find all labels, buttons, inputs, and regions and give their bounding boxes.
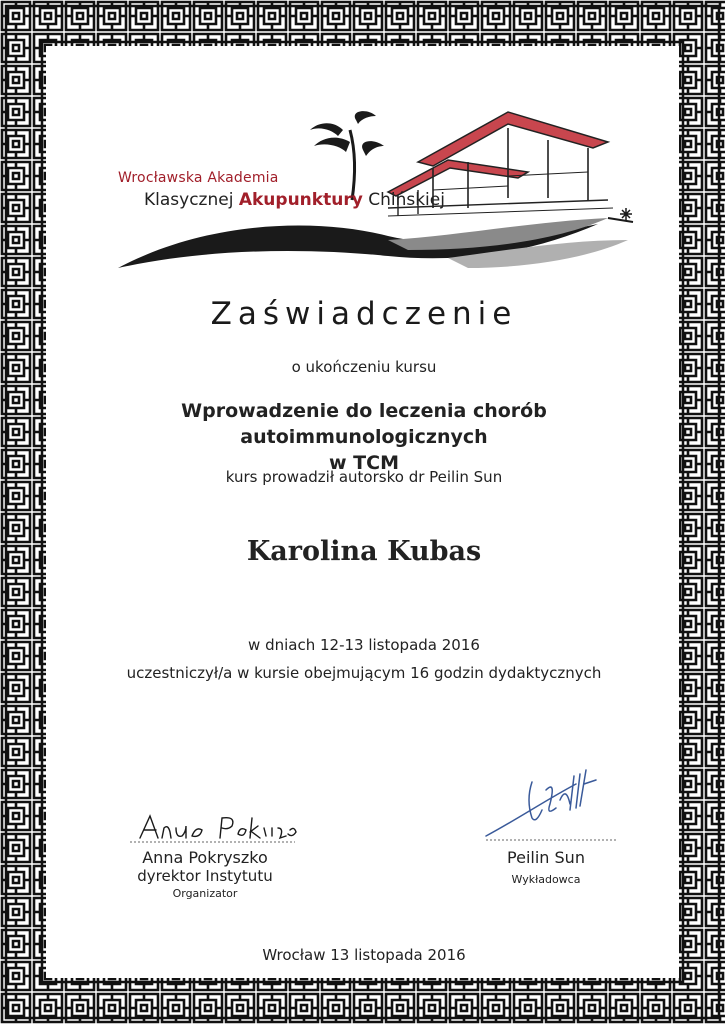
course-name-line1: Wprowadzenie do leczenia chorób autoimmunologicznych — [181, 400, 547, 448]
logo-text-end: Chińskiej — [362, 190, 445, 210]
logo-text-accent: Akupunktury — [238, 190, 363, 210]
organizer-role: dyrektor Instytutu — [137, 867, 273, 885]
handwritten-signature-left — [80, 810, 330, 844]
logo-text-line1: Wrocławska Akademia — [118, 170, 279, 186]
instructor-line: kurs prowadził autorsko dr Peilin Sun — [225, 468, 503, 486]
participation-statement: uczestniczył/a w kursie obejmującym 16 godzin dydaktycznych — [126, 664, 602, 682]
place-and-date: Wrocław 13 listopada 2016 — [262, 946, 466, 964]
logo-text-start: Klasycznej — [144, 190, 239, 210]
course-name — [58, 398, 670, 476]
logo-text-line2 — [144, 190, 445, 210]
signature-lecturer — [446, 760, 646, 886]
certificate-body — [58, 58, 670, 968]
water-wave-decoration — [118, 218, 633, 268]
course-name-line2: w TCM — [329, 452, 399, 474]
star-ornament-icon — [620, 208, 632, 220]
lecturer-name: Peilin Sun — [507, 848, 585, 867]
academy-logo — [88, 90, 648, 280]
organizer-label: Organizator — [172, 887, 238, 900]
pine-tree-icon — [310, 111, 384, 200]
recipient-name: Karolina Kubas — [246, 536, 482, 567]
certificate-subtitle: o ukończeniu kursu — [291, 358, 437, 376]
signature-organizer — [80, 810, 330, 900]
course-dates: w dniach 12-13 listopada 2016 — [248, 636, 480, 654]
organizer-name: Anna Pokryszko — [142, 848, 268, 867]
certificate-title: Zaświadczenie — [210, 296, 518, 332]
handwritten-signature-right — [446, 760, 646, 844]
lecturer-label: Wykładowca — [511, 873, 581, 886]
